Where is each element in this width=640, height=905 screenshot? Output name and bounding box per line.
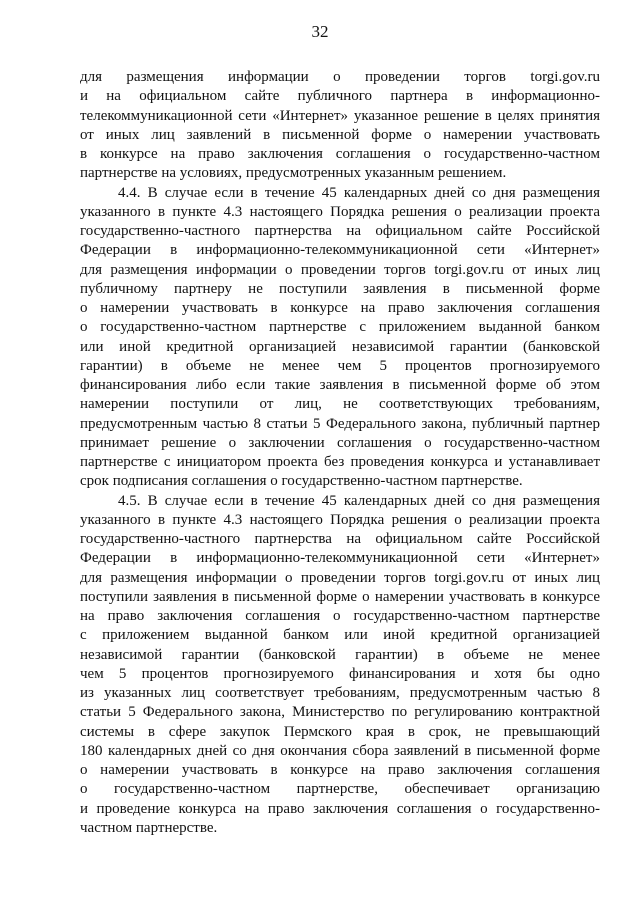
text-line: о государственно-частном партнерстве с приложением выданной банком (80, 319, 600, 336)
text-line: принимает решение о заключении соглашения о государственно-частном (80, 434, 600, 451)
text-line: от иных лиц заявлений в письменной форме о намерении участвовать (80, 126, 600, 143)
text-line: намерении поступили от лиц, не соответствующих требованиям, (80, 396, 600, 413)
text-line: поступили заявления в письменной форме о намерении участвовать в конкурсе (80, 588, 600, 605)
text-line: предусмотренным частью 8 статьи 5 Федерального закона, публичный партнер (80, 415, 600, 432)
text-line: в конкурсе на право заключения соглашения о государственно-частном (80, 146, 600, 162)
document-body (80, 68, 600, 838)
page-number: 32 (311, 22, 329, 41)
text-line: государственно-частного партнерства на официальном сайте Российской (80, 223, 600, 239)
text-line: указанного в пункте 4.3 настоящего Порядка решения о реализации проекта (80, 511, 600, 528)
text-line: независимой гарантии (банковской гарантии) в объеме не менее (80, 646, 600, 663)
text-line: чем 5 процентов прогнозируемого финансирования и хотя бы одно (80, 665, 600, 682)
paragraph-4-5 (80, 492, 600, 839)
text-line: финансирования либо если такие заявления в письменной форме об этом (80, 377, 600, 393)
text-line: гарантии) в объеме не менее чем 5 процентов прогнозируемого (80, 357, 600, 374)
text-line: и проведение конкурса на право заключения соглашения о государственно- (80, 800, 600, 817)
text-line: срок подписания соглашения о государственно-частном партнерстве. (80, 473, 523, 490)
text-line: 4.4. В случае если в течение 45 календарных дней со дня размещения (118, 184, 600, 201)
text-line: системы в сфере закупок Пермского края в срок, не превышающий (80, 723, 600, 740)
text-line: публичному партнеру не поступили заявления в письменной форме (80, 280, 600, 297)
text-line: на право заключения соглашения о государственно-частном партнерстве (80, 608, 600, 624)
text-line: и на официальном сайте публичного партнера в информационно- (80, 88, 600, 105)
text-line: Федерации в информационно-телекоммуникационной сети «Интернет» (80, 550, 600, 567)
text-line: о намерении участвовать в конкурсе на право заключения соглашения (80, 762, 600, 778)
text-line: Федерации в информационно-телекоммуникационной сети «Интернет» (80, 242, 600, 259)
text-line: государственно-частного партнерства на официальном сайте Российской (80, 531, 600, 547)
text-line: телекоммуникационной сети «Интернет» указанное решение в целях принятия (80, 107, 600, 124)
text-line: для размещения информации о проведении торгов torgi.gov.ru от иных лиц (80, 569, 600, 586)
paragraph-intro (80, 68, 600, 184)
text-line: статьи 5 Федерального закона, Министерство по регулированию контрактной (80, 704, 600, 721)
text-line: 180 календарных дней со дня окончания сбора заявлений в письменной форме (80, 742, 600, 759)
text-line: или иной кредитной организацией независимой гарантии (банковской (80, 338, 600, 355)
text-line: с приложением выданной банком или иной кредитной организацией (80, 627, 600, 644)
text-line: из указанных лиц соответствует требованиям, предусмотренным частью 8 (80, 685, 600, 701)
text-line: 4.5. В случае если в течение 45 календарных дней со дня размещения (118, 492, 600, 509)
text-line: о намерении участвовать в конкурсе на право заключения соглашения (80, 300, 600, 316)
text-line: партнерстве с инициатором проекта без проведения конкурса и устанавливает (80, 454, 600, 470)
paragraph-4-4 (80, 184, 600, 492)
text-line: о государственно-частном партнерстве, обеспечивает организацию (80, 781, 600, 798)
text-line: партнерстве на условиях, предусмотренных указанным решением. (80, 165, 507, 182)
text-line: для размещения информации о проведении торгов torgi.gov.ru (80, 69, 600, 85)
text-line: частном партнерстве. (80, 819, 218, 836)
text-line: для размещения информации о проведении торгов torgi.gov.ru от иных лиц (80, 261, 600, 278)
text-line: указанного в пункте 4.3 настоящего Порядка решения о реализации проекта (80, 203, 600, 220)
